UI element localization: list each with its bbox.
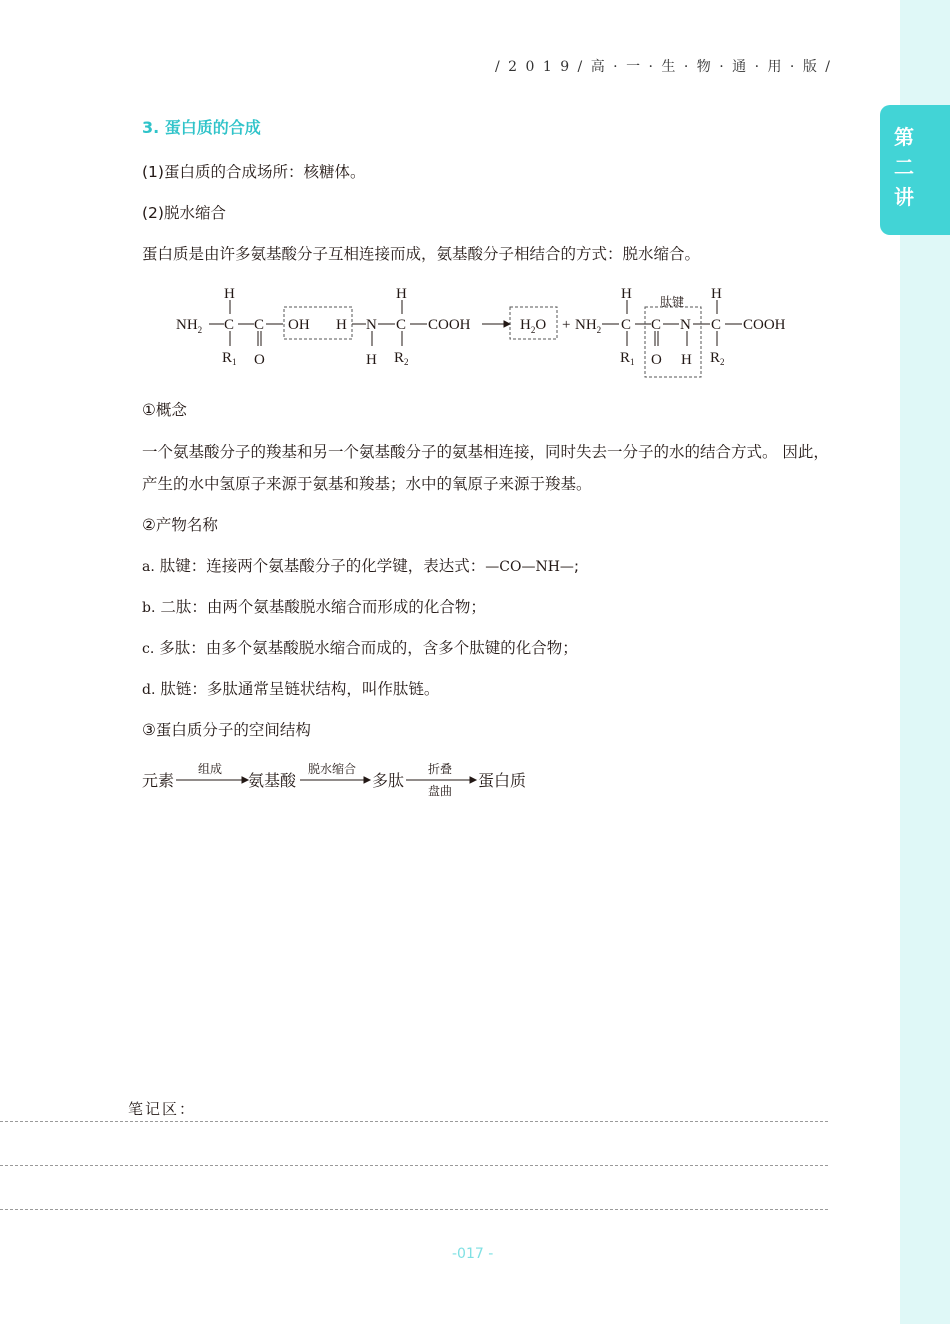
- flow-arrow3-top: 折叠: [428, 762, 453, 776]
- water-subscript: 2: [530, 325, 536, 335]
- plus-sign: +: [562, 317, 571, 333]
- svg-text:R2: [394, 350, 409, 367]
- n-atom: N: [680, 317, 691, 333]
- section-title: 3. 蛋白质的合成: [142, 118, 261, 137]
- r-group: R: [710, 350, 721, 366]
- product-c: c. 多肽：由多个氨基酸脱水缩合而成的，含多个肽键的化合物；: [142, 639, 578, 657]
- flow-arrow1-label: 组成: [198, 762, 223, 776]
- intro-text: 蛋白质是由许多氨基酸分子互相连接而成，氨基酸分子相结合的方式：脱水缩合。: [142, 245, 701, 263]
- peptide-formula: —CO—NH—: [485, 559, 574, 575]
- chapter-tab-label: 第二讲: [894, 125, 914, 209]
- r-subscript: 2: [404, 357, 409, 367]
- r-subscript: 2: [720, 357, 725, 367]
- h-atom: H: [396, 286, 407, 302]
- svg-text:R2: [710, 350, 725, 367]
- running-head: / 2 0 1 9 / 高 · 一 · 生 · 物 · 通 · 用 · 版 /: [494, 59, 832, 75]
- product-d: d. 肽链：多肽通常呈链状结构，叫作肽链。: [142, 680, 440, 698]
- concept-text: 一个氨基酸分子的羧基和另一个氨基酸分子的氨基相连接，同时失去一分子的水的结合方式。 因此，产生的水中氢原子来源于氨基和羧基；水中的氧原子来源于羧基。: [142, 443, 829, 493]
- h-atom: H: [366, 352, 377, 368]
- h-atom: H: [621, 286, 632, 302]
- h-atom: H: [711, 286, 722, 302]
- item-synthesis-site: (1)蛋白质的合成场所：核糖体。: [142, 163, 366, 181]
- page-number: -017 -: [452, 1246, 494, 1262]
- notes-line: [0, 1121, 828, 1122]
- svg-text:NH2: [575, 317, 601, 335]
- marker-c: c.: [142, 641, 155, 657]
- structure-heading: ③蛋白质分子的空间结构: [142, 721, 311, 739]
- cooh-group: COOH: [743, 317, 786, 333]
- r-group: R: [394, 350, 405, 366]
- flow-polypeptide: 多肽: [372, 771, 405, 790]
- concept-heading: ①概念: [142, 401, 187, 419]
- h-atom: H: [336, 317, 347, 333]
- r-subscript: 1: [630, 357, 635, 367]
- o-atom: O: [651, 352, 662, 368]
- notes-label: 笔记区：: [128, 1100, 197, 1118]
- flow-arrow3-bottom: 盘曲: [428, 784, 453, 798]
- svg-text:NH2: [176, 317, 202, 335]
- nh-label: NH: [575, 317, 597, 333]
- marker-a: a.: [142, 559, 155, 575]
- dehydration-reaction-diagram: [170, 280, 810, 380]
- c-atom: C: [224, 317, 235, 333]
- cooh-group: COOH: [428, 317, 471, 333]
- water-o: O: [535, 317, 547, 333]
- c-atom: C: [711, 317, 722, 333]
- h-atom: H: [681, 352, 692, 368]
- nh-subscript: 2: [197, 325, 203, 335]
- products-heading: ②产物名称: [142, 516, 218, 534]
- h-atom: H: [224, 286, 235, 302]
- r-group: R: [222, 350, 233, 366]
- flow-protein: 蛋白质: [478, 771, 527, 790]
- water-h: H: [520, 317, 531, 333]
- c-atom: C: [396, 317, 407, 333]
- nh-label: NH: [176, 317, 198, 333]
- r-group: R: [620, 350, 631, 366]
- r-subscript: 1: [232, 357, 237, 367]
- flow-arrow2-label: 脱水缩合: [308, 762, 357, 776]
- flow-amino-acid: 氨基酸: [248, 771, 297, 790]
- peptide-bond-label: 肽键: [660, 295, 685, 309]
- svg-text:R1: [222, 350, 237, 367]
- notes-line: [0, 1209, 828, 1210]
- svg-text:R1: [620, 350, 635, 367]
- c-atom: C: [621, 317, 632, 333]
- protein-structure-flow: [142, 758, 562, 802]
- c-atom: C: [651, 317, 662, 333]
- notes-line: [0, 1165, 828, 1166]
- o-atom: O: [254, 352, 265, 368]
- n-atom: N: [366, 317, 377, 333]
- marker-b: b.: [142, 600, 156, 616]
- product-a: a. 肽键：连接两个氨基酸分子的化学键，表达式：—CO—NH—;: [142, 557, 580, 575]
- c-atom: C: [254, 317, 265, 333]
- marker-d: d.: [142, 682, 156, 698]
- product-b: b. 二肽：由两个氨基酸脱水缩合而形成的化合物；: [142, 598, 486, 616]
- svg-text:H2O: [520, 317, 546, 335]
- oh-group: OH: [288, 317, 310, 333]
- nh-subscript: 2: [596, 325, 602, 335]
- flow-elements: 元素: [142, 771, 175, 790]
- item-dehydration: (2)脱水缩合: [142, 204, 226, 222]
